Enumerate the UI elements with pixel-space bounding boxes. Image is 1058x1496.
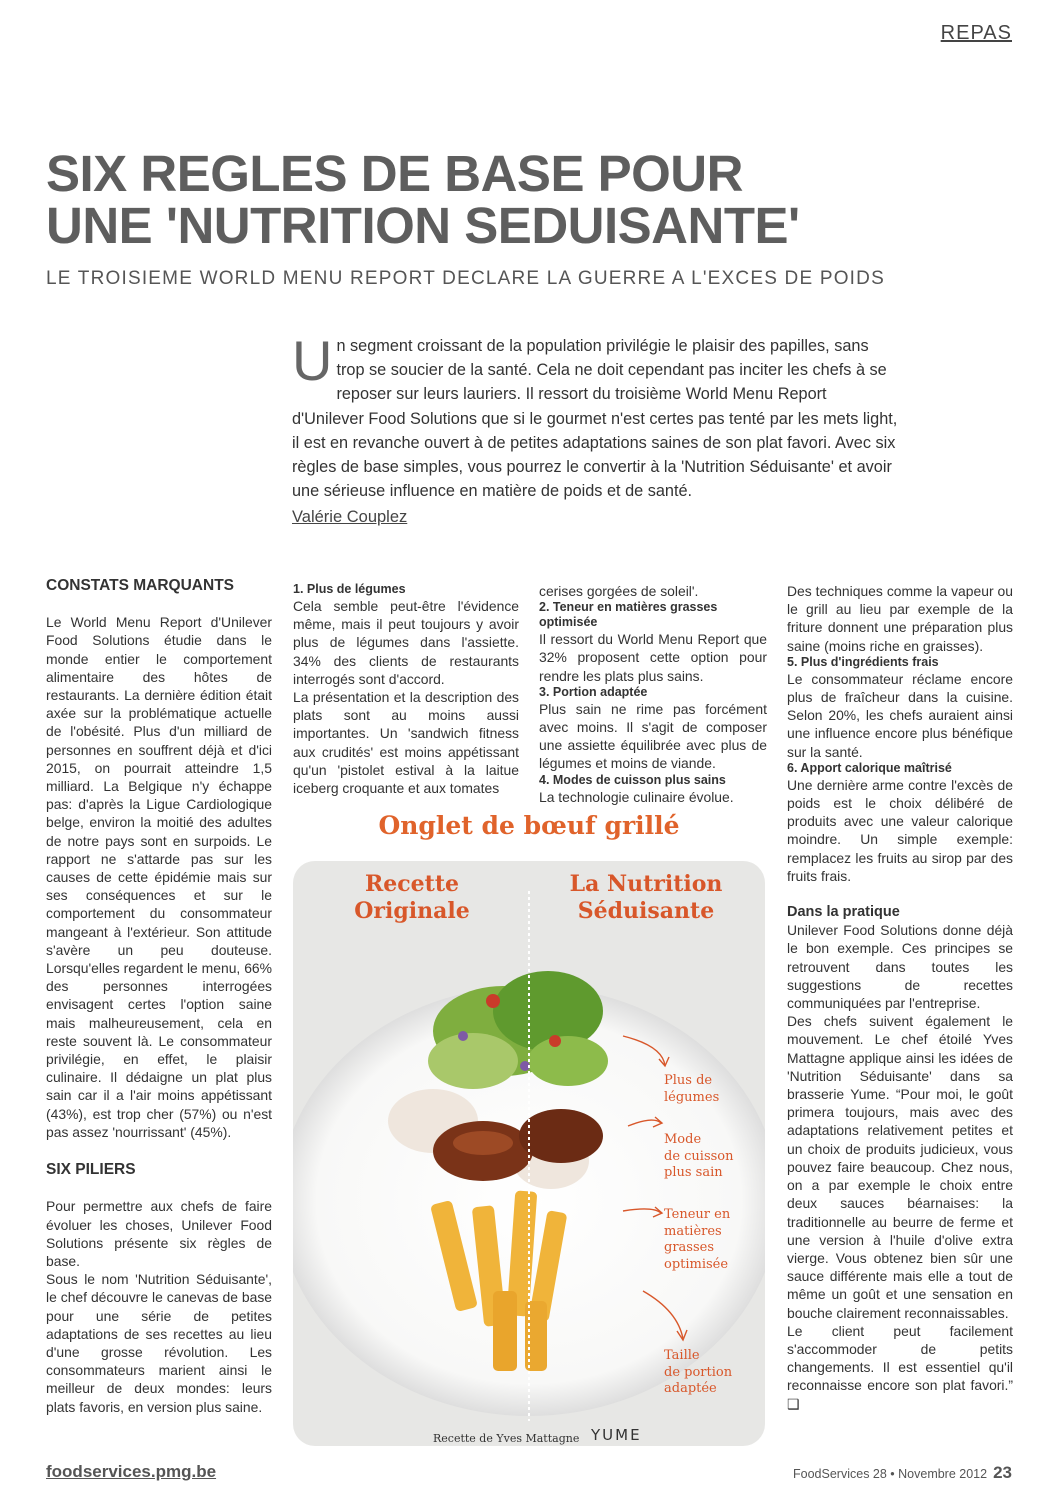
salad [428, 971, 608, 1089]
rule-heading: 5. Plus d'ingrédients frais [787, 654, 939, 669]
label-line: La Nutrition [569, 871, 723, 897]
original-recipe-label [327, 871, 497, 925]
paragraph: La présentation et la description des plats sont au moins aussi importantes. Un 'sandwich fitness aux crudités' est moins appétissant qu'un 'pistolet estival à la laitue iceberg croquante et aux tomates [293, 689, 519, 797]
callout-line: légumes [664, 1089, 720, 1105]
footer-issue [793, 1463, 1012, 1483]
section-heading: Dans la pratique [787, 904, 900, 921]
recipe-figure [293, 803, 765, 1446]
end-mark-icon: ❑ [787, 1395, 800, 1412]
paragraph: Unilever Food Solutions donne déjà le bon exemple. Ces principes se retrouvent dans toutes les suggestions de recettes communiquées par l'entreprise. [787, 922, 1013, 1012]
callout-line: matières [664, 1223, 722, 1239]
callout-line: de cuisson [664, 1148, 734, 1164]
plate-photo [293, 861, 765, 1446]
paragraph: cerises gorgées de soleil'. [539, 583, 699, 599]
section-heading: SIX PILIERS [46, 1161, 136, 1179]
paragraph: Une dernière arme contre l'excès de poids est le choix délibéré de produits avec une valeur calorique moindre. Un simple exemple: remplacez les fruits au sirop par des fruits frais. [787, 776, 1013, 884]
callout-fat [664, 1207, 730, 1273]
paragraph: La technologie culinaire évolue. [539, 788, 734, 805]
recipe-credit: Recette de Yves Mattagne [433, 1432, 580, 1445]
paragraph [787, 1322, 1013, 1413]
intro-text: n segment croissant de la population privilégie le plaisir des papilles, sans trop se soucier de la santé. Cela ne doit cependant pas inciter les chefs à se reposer sur leurs lauriers. Il ressort du troisième World Menu Report d'Unilever Food Solutions que si le gourmet n'est certes pas tenté par les mets light, il est en revanche ouvert à de petites adaptations saines de son plat favori. Avec six règles de base simples, vous pourrez le convertir à la 'Nutrition Séduisante' et avoir une sérieuse influence en matière de poids et de santé. [292, 337, 898, 501]
callout-line: plus sain [664, 1165, 723, 1180]
paragraph: Des techniques comme la vapeur ou le grill au lieu par exemple de la friture donnent une préparation plus saine (moins riche en graisses). [787, 583, 1013, 654]
callout-line: Plus de [664, 1073, 713, 1088]
paragraph: Il ressort du World Menu Report que 32% proposent cette option pour rendre les plats plus sains. [539, 631, 767, 684]
section-label: REPAS [940, 22, 1012, 44]
section-heading: CONSTATS MARQUANTS [46, 577, 234, 594]
paragraph: Sous le nom 'Nutrition Séduisante', le chef découvre le canevas de base pour une série de petites adaptations de ses recettes au lieu d'une grosse révolution. Les consommateurs marient ainsi le meilleur de deux mondes: leurs plats favoris, en version plus saine. [46, 1271, 272, 1415]
issue-info: FoodServices 28 • Novembre 2012 [793, 1467, 988, 1481]
column-4 [787, 582, 1013, 1413]
callout-vegetables [664, 1073, 719, 1106]
label-line: Originale [354, 898, 470, 924]
page-number: 23 [993, 1463, 1012, 1482]
article-title-line1: SIX REGLES DE BASE POUR [46, 145, 743, 202]
article-subtitle: LE TROISIEME WORLD MENU REPORT DECLARE LA GUERRE A L'EXCES DE POIDS [46, 268, 885, 289]
column-1 [46, 577, 272, 1416]
callout-line: Teneur en [664, 1207, 731, 1222]
seductive-nutrition-label [551, 871, 741, 925]
rule-heading: 2. Teneur en matières grasses optimisée [539, 600, 718, 630]
paragraph: Des chefs suivent également le mouvement. Le chef étoilé Yves Mattagne applique ainsi les idées de 'Nutrition Séduisante' dans sa brasserie Yume. “Pour moi, le goût primera toujours, mais avec des adaptations relativement petites et un choix de produits judicieux, vous pouvez faire beaucoup. Chez nous, on a par exemple le choix entre deux sauces béarnaises: la traditionnelle au beurre de ferme et une version à l'huile d'olive extra vierge. Vous obtenez bien sûr une sauce différente mais elle a tout de même un goût et une sensation en bouche clairement reconnaissables. [787, 1013, 1013, 1321]
paragraph: Le World Menu Report d'Unilever Food Solutions étudie dans le monde entier le comportement alimentaire des hôtes de restaurants. La dernière édition était axée sur la problématique actuelle de l'obésité. Plus d'un milliard de personnes en souffrent déjà et d'ici 2015, on pourrait atteindre 1,5 milliard. La Belgique n'y échappe pas: d'après la Ligue Cardiologique belge, environ la moitié des adultes de notre pays sont en surpoids. Le rapport ne s'attarde pas sur les causes de cette épidémie mais sur ses conséquences et sur le comportement du consommateur mangeant à l'extérieur. Son attitude s'avère un peu douteuse. Lorsqu'elles regardent le menu, 66% des personnes interrogées envisagent certes l'option saine mais malheureusement, cela en reste souvent là. Le consommateur privilégie, en effet, le plaisir culinaire. Il dédaigne un plat plus sain car il a l'air moins appétissant (43%), est trop cher (57%) ou n'est pas assez 'nourrissant' (45%). [46, 614, 272, 1140]
yume-logo: YUME [591, 1426, 642, 1444]
callout-line: grasses [664, 1240, 714, 1255]
rule-heading: 6. Apport calorique maîtrisé [787, 760, 952, 775]
article-intro [292, 329, 900, 503]
callout-cooking [664, 1132, 734, 1182]
callout-line: adaptée [664, 1381, 717, 1396]
article-title [46, 145, 1006, 254]
callout-portion [664, 1348, 732, 1398]
drop-cap: U [292, 329, 333, 392]
column-3 [539, 582, 767, 806]
rule-heading: 3. Portion adaptée [539, 684, 648, 699]
paragraph: Pour permettre aux chefs de faire évoluer les choses, Unilever Food Solutions présente six règles de base. [46, 1198, 272, 1269]
website-link[interactable]: foodservices.pmg.be [46, 1462, 217, 1481]
callout-line: Mode [664, 1132, 702, 1147]
rule-heading: 1. Plus de légumes [293, 582, 406, 596]
paragraph: Le consommateur réclame encore plus de fraîcheur dans la cuisine. Selon 20%, les chefs auraient ainsi une influence encore plus bénéfique sur la santé. [787, 670, 1013, 760]
article-title-line2: UNE 'NUTRITION SEDUISANTE' [46, 197, 800, 254]
callout-line: Taille [664, 1348, 700, 1363]
callout-line: de portion [664, 1364, 733, 1380]
figure-title: Onglet de bœuf grillé [378, 811, 680, 840]
rule-heading: 4. Modes de cuisson plus sains [539, 772, 726, 787]
paragraph: Plus sain ne rime pas forcément avec moins. Il s'agit de composer une assiette équilibrée avec plus de légumes et moins de viande. [539, 700, 767, 772]
column-2 [293, 582, 519, 797]
label-line: Recette [365, 871, 459, 897]
label-line: Séduisante [577, 898, 715, 924]
paragraph: Cela semble peut-être l'évidence même, mais il peut toujours y avoir plus de légumes dans l'assiette. 34% des clients de restaurants interrogés sont d'accord. [293, 598, 519, 687]
author-byline[interactable]: Valérie Couplez [292, 508, 408, 526]
closing-text: Le client peut facilement s'accommoder de petits changements. Il est essentiel qu'il reconnaisse encore son plat favori.” [787, 1322, 1013, 1394]
callout-line: optimisée [664, 1256, 729, 1272]
